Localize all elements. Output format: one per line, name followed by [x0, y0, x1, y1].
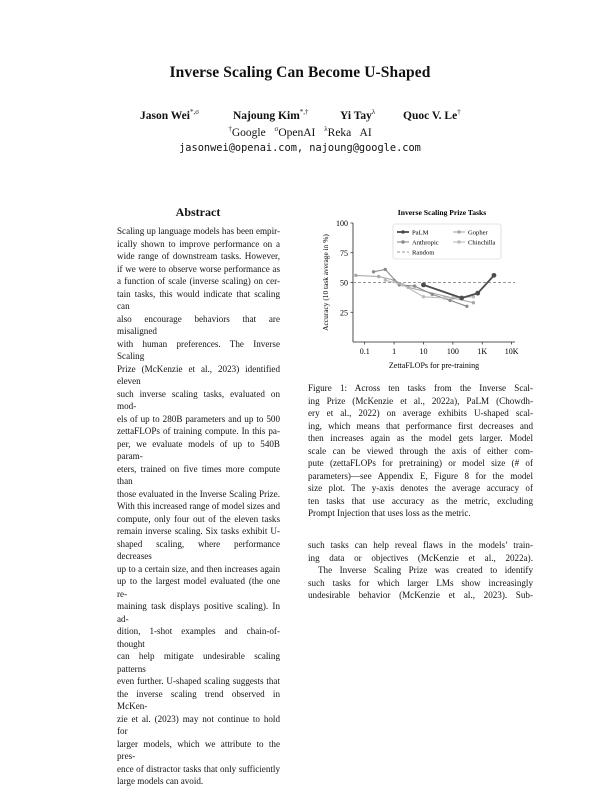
- author-emails: jasonwei@openai.com, najoung@google.com: [179, 142, 421, 154]
- gopher-data-point: [377, 275, 380, 278]
- palm-data-point: [492, 273, 497, 278]
- abstract-line: can help mitigate undesirable scaling patterns: [117, 651, 280, 674]
- author-1: [140, 108, 199, 122]
- anthropic-series-line: [374, 269, 467, 306]
- chinchilla-data-point: [442, 296, 445, 299]
- anthropic-data-point: [372, 270, 375, 273]
- legend-chinchilla-marker: [457, 240, 461, 244]
- gopher-series-line: [356, 275, 474, 302]
- chinchilla-data-point: [422, 295, 425, 298]
- body-line: The Inverse Scaling Prize was created to identify: [318, 565, 533, 575]
- figure-1-caption: [308, 382, 533, 520]
- abstract-line: shaped scaling, where performance decreases: [117, 538, 280, 561]
- palm-data-point: [459, 296, 464, 301]
- abstract-line: remain inverse scaling. Six tasks exhibit U-: [117, 526, 280, 536]
- abstract-line: ence of distractor tasks that only sufficiently: [117, 763, 280, 774]
- caption-line: ing Prize (McKenzie et al., 2022a), PaLM (Chowdh-: [308, 395, 533, 406]
- abstract-line: els of up to 280B parameters and up to 500: [117, 413, 280, 424]
- author-3: [340, 108, 375, 122]
- affiliation-2-name: OpenAI: [278, 126, 316, 139]
- caption-line: ten tasks that use accuracy as the metric, excluding: [308, 495, 533, 506]
- legend-palm-marker: [401, 230, 405, 234]
- anthropic-data-point: [413, 284, 416, 287]
- affiliation-1-mark: †: [228, 125, 232, 133]
- abstract-line: Prize (McKenzie et al., 2023) identified eleven: [117, 363, 280, 386]
- y-tick-label: 75: [340, 248, 348, 258]
- chinchilla-data-point: [384, 278, 387, 281]
- palm-data-point: [475, 291, 480, 296]
- abstract-line: a function of scale (inverse scaling) on cer-: [117, 276, 280, 286]
- abstract-line: compute, only four out of the eleven tasks: [117, 513, 280, 524]
- author-3-name: Yi Tay: [340, 109, 372, 122]
- author-3-marks: λ: [371, 108, 376, 116]
- abstract-line: with human preferences. The Inverse Scaling: [117, 338, 280, 361]
- x-tick-label: 100: [446, 347, 459, 356]
- abstract-line: larger models, which we attribute to the pres-: [117, 738, 280, 761]
- abstract-line: dition, 1-shot examples and chain-of-thought: [117, 626, 280, 649]
- body-line: ing data or objectives (McKenzie et al., 2022a).: [308, 552, 533, 563]
- chart-svg: [305, 205, 535, 375]
- body-line: such tasks can help reveal flaws in the models’ train-: [308, 540, 533, 550]
- author-list: [0, 108, 600, 124]
- author-4-marks: †: [457, 108, 461, 116]
- affiliation-2: [275, 127, 316, 139]
- gopher-data-point: [472, 301, 475, 304]
- caption-line: Prompt Injection that uses loss as the metric.: [308, 508, 471, 518]
- affiliation-2-mark: σ: [274, 125, 279, 133]
- author-4-name: Quoc V. Le: [403, 109, 458, 122]
- abstract-line: wide range of downstream tasks. However,: [117, 251, 280, 261]
- figure-1-chart: [305, 205, 535, 375]
- abstract-line: zettaFLOPs of training compute. In this pa-: [117, 426, 280, 436]
- paper-title: Inverse Scaling Can Become U-Shaped: [169, 64, 431, 81]
- affiliation-1-name: Google: [231, 126, 266, 139]
- author-1-marks: *,σ: [189, 108, 199, 116]
- abstract-line: tain tasks, this would indicate that scaling can: [117, 288, 280, 311]
- y-tick-label: 100: [336, 219, 348, 228]
- intro-body-text: [308, 539, 533, 602]
- palm-data-point: [421, 282, 426, 287]
- anthropic-data-point: [431, 293, 434, 296]
- abstract-line: per, we evaluate models of up to 540B param-: [117, 438, 280, 461]
- gopher-data-point: [354, 274, 357, 277]
- abstract-line: up to the largest model evaluated (the one re-: [117, 576, 280, 599]
- legend-palm-label: PaLM: [412, 229, 429, 237]
- anthropic-data-point: [448, 299, 451, 302]
- abstract-line: With this increased range of model sizes and: [117, 501, 280, 511]
- y-tick-label: 50: [340, 278, 348, 288]
- abstract-line: if we were to observe worse performance as: [117, 263, 280, 274]
- legend-random-label: Random: [412, 249, 435, 257]
- caption-line: ing, which means that performance first decreases and: [308, 420, 533, 431]
- x-tick-label: 10K: [504, 347, 519, 356]
- x-tick-label: 1: [392, 347, 397, 356]
- body-line: undesirable behavior (McKenzie et al., 2023). Sub-: [308, 590, 533, 600]
- x-tick-label: 1K: [477, 347, 488, 356]
- x-tick-label: 0.1: [359, 347, 370, 356]
- x-axis-label: ZettaFLOPs for pre-training: [388, 361, 480, 370]
- x-tick-label: 10: [419, 347, 428, 356]
- chart-title: Inverse Scaling Prize Tasks: [397, 208, 487, 217]
- anthropic-data-point: [384, 268, 387, 271]
- affiliation-1: [228, 127, 265, 139]
- abstract-body: [117, 225, 280, 788]
- abstract-line: Scaling up language models has been empir-: [117, 226, 280, 236]
- abstract-line: the inverse scaling trend observed in McKen-: [117, 688, 280, 711]
- body-line: such tasks for which larger LMs show increasingly: [308, 577, 533, 588]
- y-tick-label: 25: [340, 308, 348, 318]
- abstract-line: also encourage behaviors that are misaligned: [117, 313, 280, 336]
- abstract-heading: Abstract: [175, 205, 221, 219]
- anthropic-data-point: [465, 305, 468, 308]
- abstract-line: such inverse scaling tasks, evaluated on mod-: [117, 388, 280, 411]
- legend-chinchilla-label: Chinchilla: [468, 239, 496, 247]
- caption-line: then increases again as the model gets larger. Model: [308, 433, 533, 443]
- author-2-marks: *,†: [299, 108, 309, 116]
- abstract-line: up to a certain size, and then increases again: [117, 563, 280, 574]
- author-4: [403, 108, 461, 122]
- author-1-name: Jason Wei: [140, 109, 190, 122]
- abstract-line: zie et al. (2023) may not continue to hold for: [117, 713, 280, 736]
- caption-line: parameters)—see Appendix E, Figure 8 for the model: [308, 470, 533, 481]
- caption-line: ery et al., 2022) on average exhibits U-shaped scal-: [308, 408, 533, 418]
- legend-gopher-marker: [457, 230, 461, 234]
- affiliations: [0, 125, 600, 139]
- abstract-line: those evaluated in the Inverse Scaling Prize.: [117, 488, 280, 499]
- abstract-line: large models can avoid.: [117, 776, 204, 786]
- abstract-line: eters, trained on five times more compute than: [117, 463, 280, 486]
- caption-line: size plot. The y-axis denotes the average accuracy of: [308, 483, 533, 493]
- abstract-line: even further. U-shaped scaling suggests that: [117, 676, 280, 686]
- caption-line: pute (zettaFLOPs for pretraining) or model size (# of: [308, 458, 533, 468]
- author-2: [233, 108, 309, 122]
- abstract-line: ically shown to improve performance on a: [117, 238, 280, 249]
- caption-line: scale can be viewed through the axis of either com-: [308, 445, 533, 456]
- affiliation-3-mark: λ: [324, 125, 328, 133]
- legend-anthropic-label: Anthropic: [412, 239, 439, 247]
- legend-gopher-label: Gopher: [468, 229, 488, 237]
- affiliation-3: [324, 127, 371, 139]
- abstract-line: maining task displays positive scaling). In ad-: [117, 601, 280, 624]
- chinchilla-data-point: [401, 283, 404, 286]
- affiliation-3-name: Reka AI: [327, 126, 372, 139]
- legend-anthropic-marker: [401, 240, 405, 244]
- caption-line: Figure 1: Across ten tasks from the Inverse Scal-: [308, 383, 533, 393]
- y-axis-label: Accuracy (10 task average in %): [321, 234, 330, 331]
- author-2-name: Najoung Kim: [233, 109, 300, 122]
